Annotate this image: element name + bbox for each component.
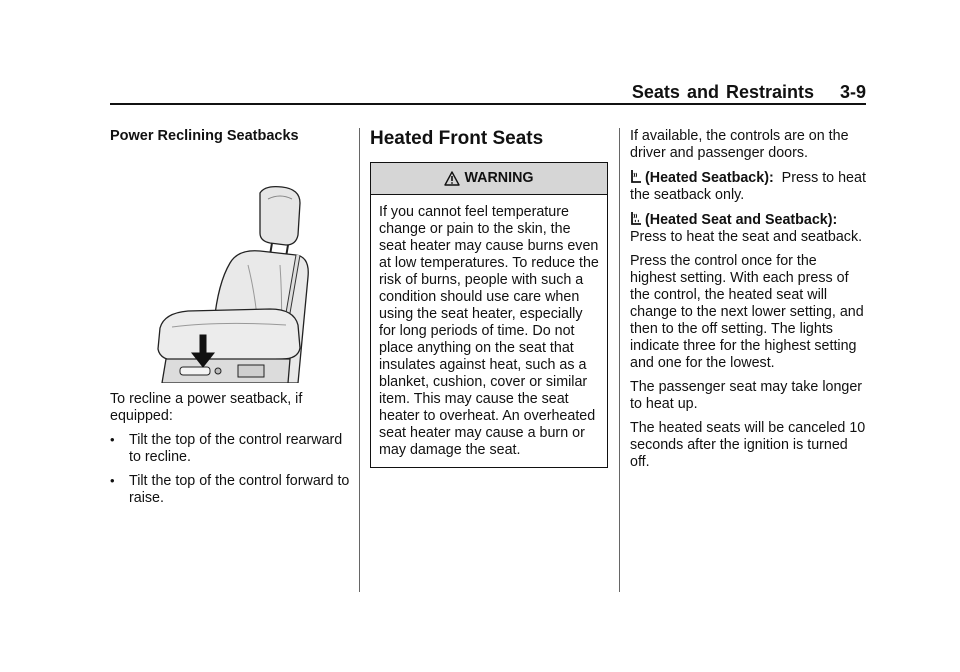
column-power-reclining	[110, 128, 350, 514]
warning-label: WARNING	[464, 170, 534, 186]
bullet-icon: •	[110, 432, 115, 447]
paragraph: The passenger seat may take longer to heat up.	[630, 379, 863, 412]
bullet-text: Tilt the top of the control forward to raise.	[129, 473, 350, 506]
column-heated-controls	[630, 128, 866, 478]
heated-seat-and-seatback-icon	[630, 211, 642, 226]
section-title: Seats and Restraints	[631, 82, 814, 102]
heated-seatback-label: (Heated Seatback):	[645, 170, 774, 186]
heated-seatback-text: Press to heat the seatback only.	[630, 170, 866, 203]
column-divider-2	[619, 128, 620, 592]
controls-intro: If available, the controls are on the driver and passenger doors.	[630, 128, 849, 161]
warning-triangle-icon	[444, 171, 460, 186]
heated-seatback-item	[630, 169, 866, 204]
heated-seatback-icon	[630, 169, 642, 184]
column-divider-1	[359, 128, 360, 592]
paragraph: Press the control once for the highest setting. With each press of the control, the heated seat will change to the next lower setting, and then to the off setting. The lights indicate three for the highest setting and one for the lowest.	[630, 253, 864, 371]
heated-seat-and-seatback-text: Press to heat the seat and seatback.	[630, 229, 863, 245]
warning-header	[371, 163, 607, 195]
paragraph: The heated seats will be canceled 10 seconds after the ignition is turned off.	[630, 420, 866, 470]
list-item	[110, 473, 350, 507]
header-rule	[110, 103, 866, 105]
bullet-text: Tilt the top of the control rearward to recline.	[129, 432, 343, 465]
power-reclining-bullets	[110, 432, 350, 507]
power-reclining-title: Power Reclining Seatbacks	[110, 128, 299, 144]
page-header	[110, 82, 866, 104]
power-reclining-intro: To recline a power seatback, if equipped:	[110, 391, 303, 424]
list-item	[110, 432, 350, 466]
bullet-icon: •	[110, 473, 115, 488]
page-number: 3-9	[839, 82, 866, 102]
power-seat-illustration	[110, 153, 340, 383]
heated-seat-and-seatback-label: (Heated Seat and Seatback):	[645, 212, 838, 228]
heated-front-seats-title: Heated Front Seats	[370, 128, 544, 149]
warning-text: If you cannot feel temperature change or pain to the skin, the seat heater may cause burns even at low temperatures. To reduce the risk of burns, people with such a condition should use care when using the seat heater, especially for long periods of time. Do not place anything on the seat that insulates against heat, such as a blanket, cushion, cover or similar item. This may cause the seat heater to overheat. An overheated seat heater may cause a burn or may damage the seat.	[379, 204, 599, 458]
page-header-title	[632, 82, 866, 103]
heated-seat-and-seatback-item	[630, 211, 866, 246]
warning-box	[370, 162, 608, 468]
column-heated-front-seats	[370, 128, 610, 468]
